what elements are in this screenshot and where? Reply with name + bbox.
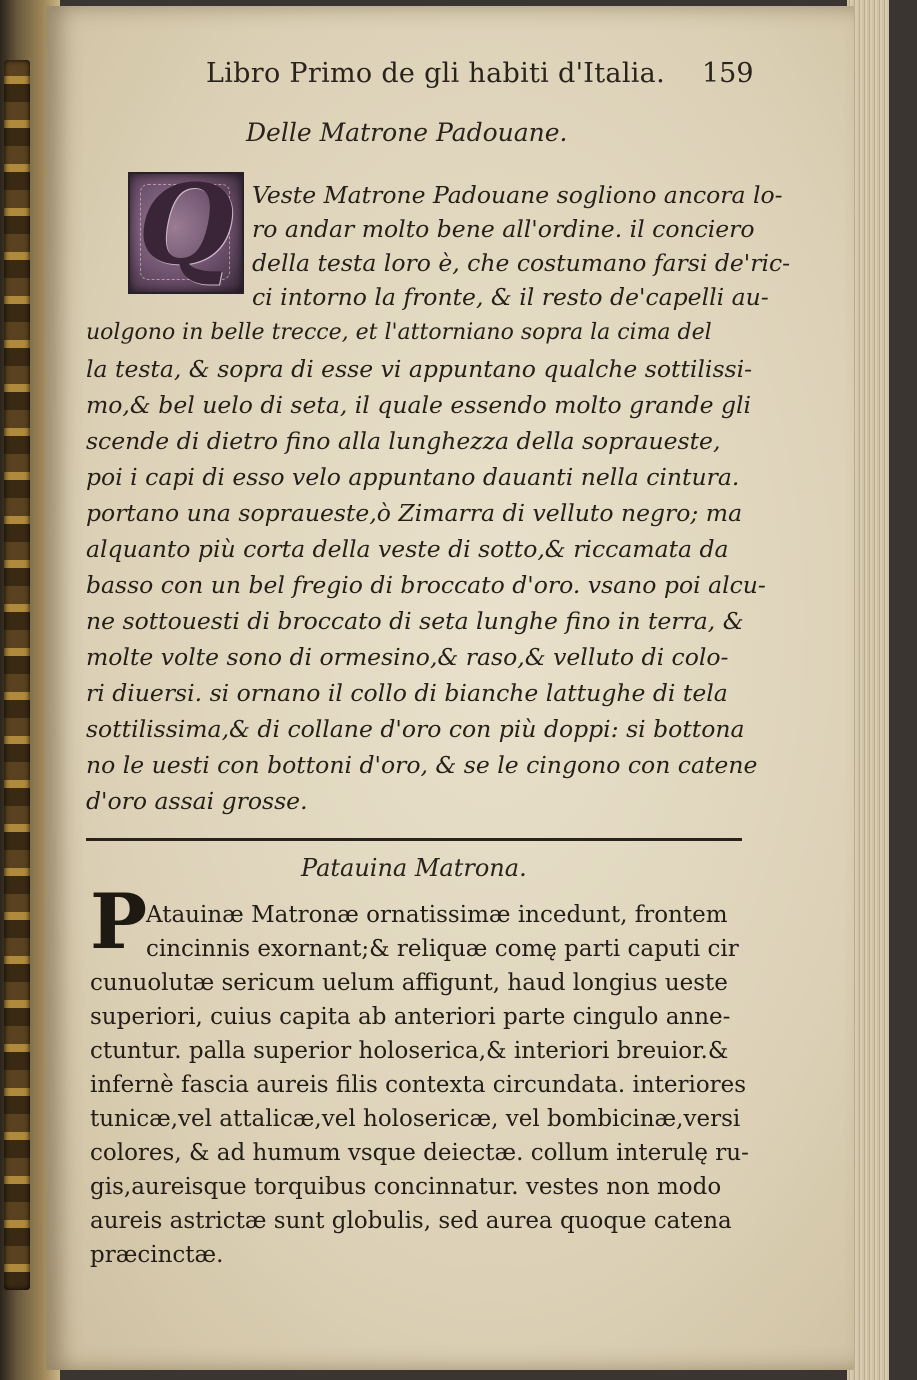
section-divider xyxy=(86,838,742,841)
text-line: superiori, cuius capita ab anteriori parte cingulo anne- xyxy=(90,1004,731,1030)
book-page xyxy=(46,6,854,1370)
latin-title: Patauina Matrona. xyxy=(301,854,527,882)
text-line: no le uesti con bottoni d'oro, & se le cingono con catene xyxy=(86,751,758,779)
text-line: aureis astrictæ sunt globulis, sed aurea quoque catena xyxy=(90,1208,732,1234)
text-line: ctuntur. palla superior holoserica,& interiori breuior.& xyxy=(90,1038,729,1064)
text-line: uolgono in belle trecce, et l'attorniano sopra la cima del xyxy=(86,320,712,345)
text-line: colores, & ad humum vsque deiectæ. collum interulę ru- xyxy=(90,1140,749,1166)
initial-letter: Q xyxy=(138,172,234,289)
text-line: basso con un bel fregio di broccato d'oro. vsano poi alcu- xyxy=(86,571,766,599)
text-line: d'oro assai grosse. xyxy=(86,787,308,815)
section-title: Delle Matrone Padouane. xyxy=(246,118,568,147)
text-line: la testa, & sopra di esse vi appuntano qualche sottilissi- xyxy=(86,355,753,383)
text-line: mo,& bel uelo di seta, il quale essendo molto grande gli xyxy=(86,391,752,419)
text-line: molte volte sono di ormesino,& raso,& velluto di colo- xyxy=(86,643,729,671)
text-line: cincinnis exornant;& reliquæ comę parti caputi cir xyxy=(146,936,739,962)
italian-paragraph xyxy=(82,172,812,832)
text-line: tunicæ,vel attalicæ,vel holosericæ, vel bombicinæ,versi xyxy=(90,1106,741,1132)
text-line: Atauinæ Matronæ ornatissimæ incedunt, frontem xyxy=(146,902,728,928)
page-edges xyxy=(847,0,917,1380)
text-line: cunuolutæ sericum uelum affigunt, haud longius ueste xyxy=(90,970,728,996)
text-line: alquanto più corta della veste di sotto,& riccamata da xyxy=(86,535,729,563)
text-line: gis,aureisque torquibus concinnatur. vestes non modo xyxy=(90,1174,722,1200)
latin-paragraph xyxy=(90,877,810,1282)
decorated-initial xyxy=(128,172,244,294)
text-line: ro andar molto bene all'ordine. il conciero xyxy=(252,215,755,243)
text-line: scende di dietro fino alla lunghezza della sopraueste, xyxy=(86,427,721,455)
running-title: Libro Primo de gli habiti d'Italia. xyxy=(206,58,665,89)
text-line: poi i capi di esso velo appuntano dauanti nella cintura. xyxy=(86,463,740,491)
text-line: ne sottouesti di broccato di seta lunghe fino in terra, & xyxy=(86,607,744,635)
page-header xyxy=(206,58,806,98)
decorative-woodcut-border xyxy=(4,60,30,1290)
text-line: della testa loro è, che costumano farsi de'ric- xyxy=(252,249,791,277)
text-line: Veste Matrone Padouane sogliono ancora lo- xyxy=(252,181,783,209)
text-line: ri diuersi. si ornano il collo di bianche lattughe di tela xyxy=(86,679,728,707)
text-line: præcinctæ. xyxy=(90,1242,224,1268)
text-line: portano una sopraueste,ò Zimarra di velluto negro; ma xyxy=(86,499,743,527)
text-line: ci intorno la fronte, & il resto de'capelli au- xyxy=(252,283,769,311)
initial-letter: P xyxy=(90,877,148,966)
text-line: sottilissima,& di collane d'oro con più doppi: si bottona xyxy=(86,715,745,743)
page-number: 159 xyxy=(702,58,754,89)
text-line: infernè fascia aureis filis contexta circundata. interiores xyxy=(90,1072,747,1098)
